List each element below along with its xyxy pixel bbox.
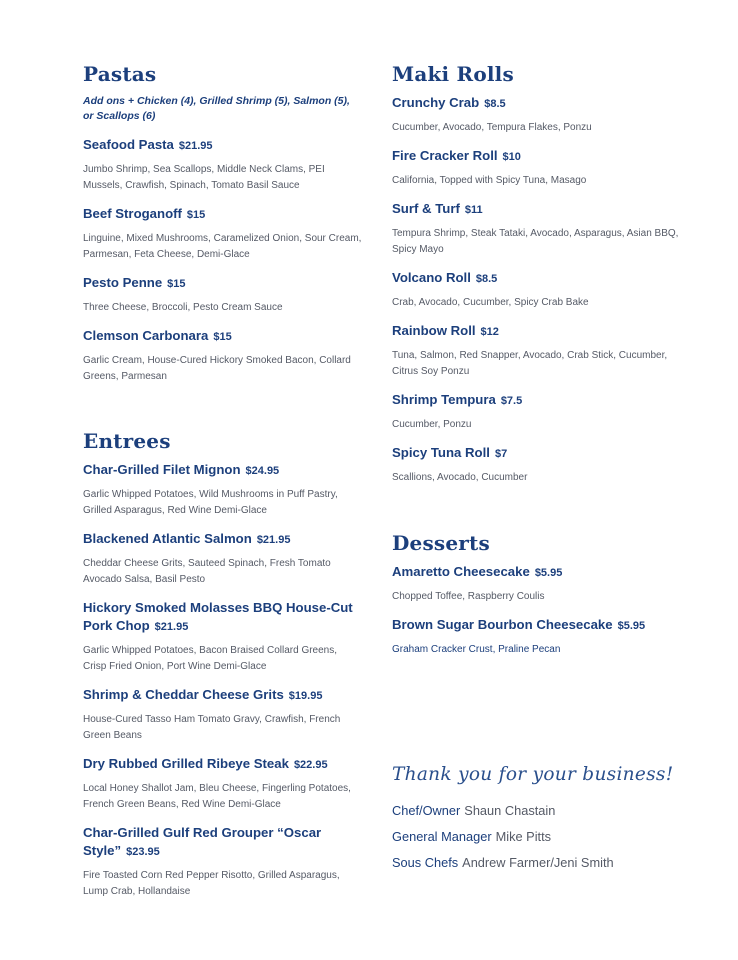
menu-item xyxy=(392,616,682,658)
spacer xyxy=(392,497,682,531)
menu-item xyxy=(83,755,363,813)
pastas-addons: Add ons + Chicken (4), Grilled Shrimp (5), Salmon (5), or Scallops (6) xyxy=(83,95,350,122)
item-price: $15 xyxy=(213,331,232,343)
spacer xyxy=(83,396,363,429)
item-name: Pesto Penne xyxy=(83,275,163,290)
menu-item xyxy=(83,461,363,519)
menu-item xyxy=(392,147,682,189)
menu-item xyxy=(83,530,363,588)
menu-item xyxy=(392,269,682,311)
item-name: Char-Grilled Filet Mignon xyxy=(83,462,241,477)
menu-item xyxy=(392,391,682,433)
menu-item xyxy=(392,94,682,136)
menu-item xyxy=(392,563,682,605)
item-description: Local Honey Shallot Jam, Bleu Cheese, Fingerling Potatoes, French Green Beans, Red Wine Demi-Glace xyxy=(83,783,351,810)
staff-name: Andrew Farmer/Jeni Smith xyxy=(462,855,614,870)
item-name: Volcano Roll xyxy=(392,270,471,285)
item-name: Shrimp Tempura xyxy=(392,392,496,407)
item-price: $5.95 xyxy=(617,620,646,632)
menu-item xyxy=(83,136,363,194)
item-name: Rainbow Roll xyxy=(392,323,476,338)
item-price: $5.95 xyxy=(534,567,563,579)
item-price: $12 xyxy=(480,326,499,338)
staff-name: Shaun Chastain xyxy=(464,803,556,818)
item-name: Surf & Turf xyxy=(392,201,460,216)
staff-name: Mike Pitts xyxy=(495,829,552,844)
menu-item xyxy=(83,327,363,385)
entrees-title: Entrees xyxy=(83,429,171,453)
staff-role: General Manager xyxy=(392,829,492,844)
item-description: Linguine, Mixed Mushrooms, Caramelized Onion, Sour Cream, Parmesan, Feta Cheese, Demi-Glace xyxy=(83,233,362,260)
right-column xyxy=(392,62,682,876)
item-price: $11 xyxy=(464,204,483,216)
item-description: Tempura Shrimp, Steak Tataki, Avocado, Asparagus, Asian BBQ, Spicy Mayo xyxy=(392,228,679,255)
left-column xyxy=(83,62,363,911)
menu-item xyxy=(83,205,363,263)
item-price: $21.95 xyxy=(154,621,189,633)
menu-item xyxy=(392,322,682,380)
item-price: $15 xyxy=(186,209,206,221)
menu-item xyxy=(392,444,682,486)
staff-line xyxy=(392,824,682,850)
item-price: $7 xyxy=(494,448,508,460)
pastas-title: Pastas xyxy=(83,62,157,86)
item-description: Tuna, Salmon, Red Snapper, Avocado, Crab Stick, Cucumber, Citrus Soy Ponzu xyxy=(392,350,668,377)
item-name: Char-Grilled Gulf Red Grouper “Oscar Style” xyxy=(83,825,322,858)
item-name: Dry Rubbed Grilled Ribeye Steak xyxy=(83,756,289,771)
staff-role: Chef/Owner xyxy=(392,803,461,818)
item-name: Brown Sugar Bourbon Cheesecake xyxy=(392,617,613,632)
item-description: Cucumber, Ponzu xyxy=(392,419,472,430)
item-description: Cheddar Cheese Grits, Sauteed Spinach, Fresh Tomato Avocado Salsa, Basil Pesto xyxy=(83,558,331,585)
item-price: $21.95 xyxy=(256,534,291,546)
staff-line xyxy=(392,850,682,876)
item-name: Hickory Smoked Molasses BBQ House-Cut Pork Chop xyxy=(83,600,353,633)
item-name: Beef Stroganoff xyxy=(83,206,182,221)
item-description: Jumbo Shrimp, Sea Scallops, Middle Neck Clams, PEI Mussels, Crawfish, Spinach, Tomato Basil Sauce xyxy=(83,164,325,191)
item-description: Fire Toasted Corn Red Pepper Risotto, Grilled Asparagus, Lump Crab, Hollandaise xyxy=(83,870,340,897)
item-description: Garlic Cream, House-Cured Hickory Smoked Bacon, Collard Greens, Parmesan xyxy=(83,355,351,382)
item-price: $23.95 xyxy=(126,846,160,858)
menu-item xyxy=(392,200,682,258)
item-description: Garlic Whipped Potatoes, Bacon Braised Collard Greens, Crisp Fried Onion, Port Wine Demi-Glace xyxy=(83,645,338,672)
item-description: Chopped Toffee, Raspberry Coulis xyxy=(392,591,545,602)
item-name: Seafood Pasta xyxy=(83,137,174,152)
item-description: House-Cured Tasso Ham Tomato Gravy, Crawfish, French Green Beans xyxy=(83,714,341,741)
item-name: Fire Cracker Roll xyxy=(392,148,498,163)
menu-item xyxy=(83,824,363,900)
menu-item xyxy=(83,599,363,675)
item-price: $15 xyxy=(167,278,186,290)
item-name: Shrimp & Cheddar Cheese Grits xyxy=(83,687,284,702)
item-description: Cucumber, Avocado, Tempura Flakes, Ponzu xyxy=(392,122,592,133)
item-price: $22.95 xyxy=(293,759,328,771)
maki-rolls-title: Maki Rolls xyxy=(392,62,514,86)
staff-role: Sous Chefs xyxy=(392,855,459,870)
item-price: $8.5 xyxy=(475,273,498,285)
item-price: $21.95 xyxy=(178,140,213,152)
item-description: Scallions, Avocado, Cucumber xyxy=(392,472,528,483)
menu-item xyxy=(83,274,363,316)
item-name: Spicy Tuna Roll xyxy=(392,445,490,460)
item-name: Amaretto Cheesecake xyxy=(392,564,530,579)
item-description: Crab, Avocado, Cucumber, Spicy Crab Bake xyxy=(392,297,589,308)
item-price: $8.5 xyxy=(484,98,506,110)
item-price: $7.5 xyxy=(500,395,523,407)
item-price: $24.95 xyxy=(245,465,280,477)
desserts-title: Desserts xyxy=(392,531,490,555)
staff-line xyxy=(392,798,682,824)
item-description: California, Topped with Spicy Tuna, Masago xyxy=(392,175,587,186)
item-name: Blackened Atlantic Salmon xyxy=(83,531,252,546)
thank-you-note: Thank you for your business! xyxy=(392,764,674,785)
item-price: $10 xyxy=(502,151,521,163)
item-description: Graham Cracker Crust, Praline Pecan xyxy=(392,644,561,655)
item-name: Crunchy Crab xyxy=(392,95,480,110)
item-name: Clemson Carbonara xyxy=(83,328,209,343)
spacer xyxy=(392,669,682,764)
item-description: Three Cheese, Broccoli, Pesto Cream Sauce xyxy=(83,302,283,313)
item-description: Garlic Whipped Potatoes, Wild Mushrooms in Puff Pastry, Grilled Asparagus, Red Wine Demi-Glace xyxy=(83,489,338,516)
item-price: $19.95 xyxy=(288,690,323,702)
menu-item xyxy=(83,686,363,744)
